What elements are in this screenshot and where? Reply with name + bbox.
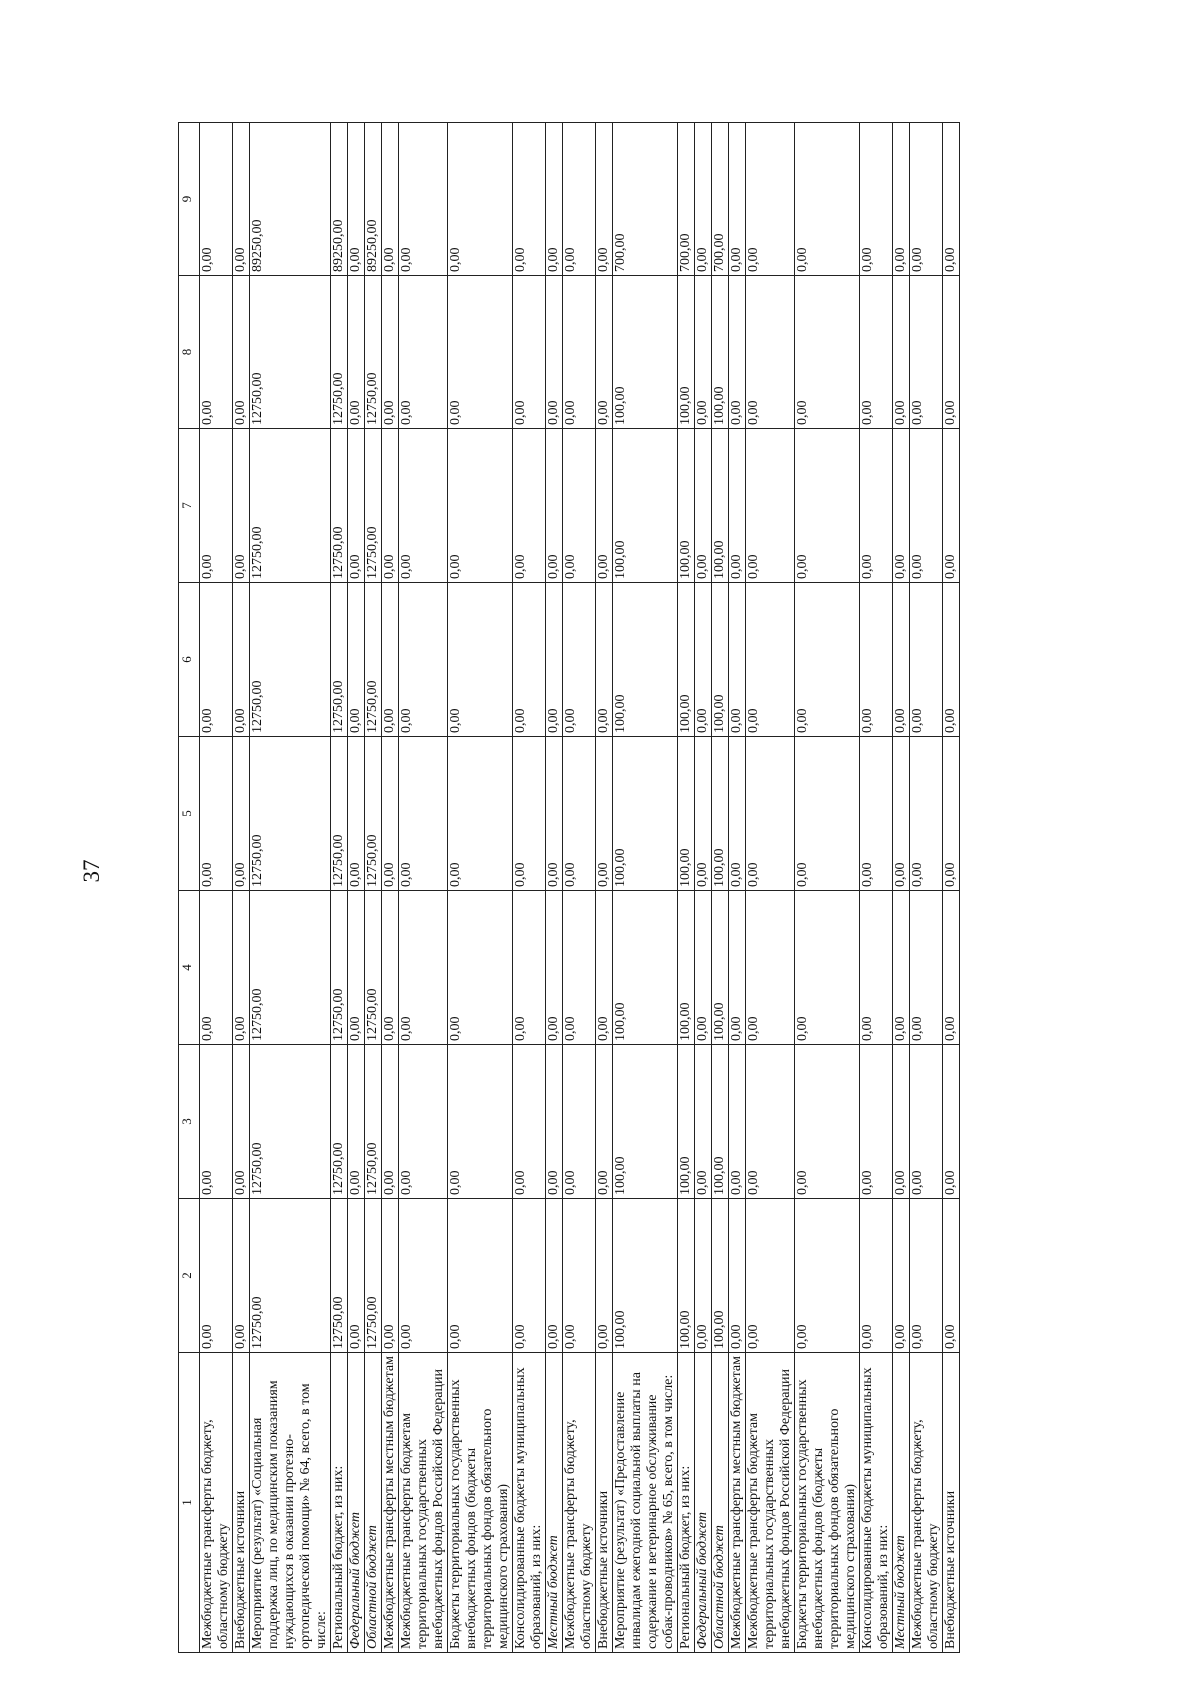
cell-value: 0,00 [746,276,795,429]
cell-value: 100,00 [712,583,729,737]
cell-value: 0,00 [399,891,448,1045]
row-label: Мероприятие (результат) «Социальная поддержка лиц, по медицинским показаниям нуждающихся в оказании протезно-ортопедической помощи» № 64, всего, в том числе: [250,1353,331,1653]
cell-value: 0,00 [563,583,596,737]
table-row [795,123,860,1653]
cell-value: 0,00 [695,1045,712,1199]
cell-value: 0,00 [596,737,613,891]
cell-value: 0,00 [200,276,233,429]
cell-value: 12750,00 [331,1045,348,1199]
cell-value: 0,00 [795,583,860,737]
cell-value: 12750,00 [250,891,331,1045]
cell-value: 0,00 [729,737,746,891]
cell-value: 0,00 [563,123,596,276]
cell-value: 0,00 [546,123,563,276]
cell-value: 0,00 [893,737,910,891]
cell-value: 0,00 [233,429,250,583]
cell-value: 0,00 [910,737,943,891]
cell-value: 0,00 [382,1199,399,1353]
cell-value: 0,00 [596,1045,613,1199]
row-label: Консолидированные бюджеты муниципальных образований, из них: [513,1353,546,1653]
cell-value: 0,00 [233,583,250,737]
cell-value: 0,00 [943,891,960,1045]
cell-value: 12750,00 [365,276,382,429]
cell-value: 0,00 [448,737,513,891]
row-label: Областной бюджет [712,1353,729,1653]
cell-value: 0,00 [795,1045,860,1199]
cell-value: 0,00 [893,1199,910,1353]
cell-value: 100,00 [613,429,678,583]
table-row [365,123,382,1653]
cell-value: 0,00 [695,737,712,891]
cell-value: 89250,00 [365,123,382,276]
cell-value: 12750,00 [365,1045,382,1199]
cell-value: 0,00 [795,123,860,276]
table-row [860,123,893,1653]
cell-value: 0,00 [910,429,943,583]
table-body [200,123,960,1653]
cell-value: 0,00 [546,429,563,583]
table-row [563,123,596,1653]
budget-table [178,122,960,1653]
cell-value: 12750,00 [250,1199,331,1353]
cell-value: 100,00 [712,1199,729,1353]
cell-value: 0,00 [729,1199,746,1353]
cell-value: 0,00 [382,276,399,429]
cell-value: 0,00 [200,891,233,1045]
cell-value: 0,00 [729,276,746,429]
cell-value: 0,00 [382,583,399,737]
cell-value: 0,00 [399,737,448,891]
cell-value: 0,00 [860,123,893,276]
row-label: Местный бюджет [893,1353,910,1653]
cell-value: 0,00 [513,1199,546,1353]
table-row [893,123,910,1653]
cell-value: 0,00 [382,1045,399,1199]
row-label: Бюджеты территориальных государственных внебюджетных фондов (бюджеты территориальных фондов обязательного медицинского страхования) [448,1353,513,1653]
cell-value: 0,00 [943,429,960,583]
row-label: Мероприятие (результат) «Предоставление инвалидам ежегодной социальной выплаты на содержание и ветеринарное обслуживание собак-проводников» № 65, всего, в том числе: [613,1353,678,1653]
table-row [200,123,233,1653]
table-row [546,123,563,1653]
cell-value: 89250,00 [250,123,331,276]
cell-value: 0,00 [399,429,448,583]
cell-value: 12750,00 [365,1199,382,1353]
cell-value: 0,00 [513,737,546,891]
cell-value: 700,00 [613,123,678,276]
table-row [729,123,746,1653]
cell-value: 0,00 [200,583,233,737]
row-label: Межбюджетные трансферты бюджетам территориальных государственных внебюджетных фондов Российской Федерации [399,1353,448,1653]
cell-value: 0,00 [233,1045,250,1199]
cell-value: 0,00 [596,123,613,276]
cell-value: 12750,00 [250,737,331,891]
cell-value: 0,00 [860,583,893,737]
table-row [695,123,712,1653]
row-label: Федеральный бюджет [348,1353,365,1653]
cell-value: 0,00 [596,429,613,583]
cell-value: 0,00 [513,429,546,583]
column-header-9: 9 [179,123,200,276]
cell-value: 0,00 [233,276,250,429]
row-label: Межбюджетные трансферты местным бюджетам [729,1353,746,1653]
cell-value: 0,00 [596,276,613,429]
column-header-4: 4 [179,891,200,1045]
cell-value: 0,00 [795,1199,860,1353]
cell-value: 0,00 [348,583,365,737]
cell-value: 0,00 [746,1199,795,1353]
cell-value: 0,00 [910,123,943,276]
cell-value: 12750,00 [365,429,382,583]
table-row [746,123,795,1653]
cell-value: 0,00 [546,1045,563,1199]
cell-value: 100,00 [712,1045,729,1199]
row-label: Внебюджетные источники [943,1353,960,1653]
cell-value: 0,00 [795,891,860,1045]
cell-value: 0,00 [448,123,513,276]
cell-value: 0,00 [563,429,596,583]
cell-value: 0,00 [448,276,513,429]
cell-value: 12750,00 [250,276,331,429]
cell-value: 0,00 [348,276,365,429]
rotated-table-wrapper [178,123,1038,1653]
cell-value: 0,00 [729,429,746,583]
cell-value: 0,00 [746,583,795,737]
cell-value: 0,00 [513,276,546,429]
cell-value: 100,00 [613,276,678,429]
cell-value: 100,00 [613,891,678,1045]
cell-value: 12750,00 [331,583,348,737]
cell-value: 0,00 [695,891,712,1045]
row-label: Внебюджетные источники [233,1353,250,1653]
cell-value: 0,00 [546,276,563,429]
cell-value: 0,00 [399,1199,448,1353]
cell-value: 89250,00 [331,123,348,276]
table-row [250,123,331,1653]
cell-value: 0,00 [596,1199,613,1353]
cell-value: 0,00 [200,123,233,276]
row-label: Консолидированные бюджеты муниципальных образований, из них: [860,1353,893,1653]
row-label: Федеральный бюджет [695,1353,712,1653]
cell-value: 100,00 [678,429,695,583]
column-header-5: 5 [179,737,200,891]
cell-value: 0,00 [513,583,546,737]
cell-value: 0,00 [382,891,399,1045]
cell-value: 100,00 [678,1199,695,1353]
cell-value: 0,00 [348,429,365,583]
cell-value: 0,00 [348,123,365,276]
row-label: Областной бюджет [365,1353,382,1653]
cell-value: 0,00 [399,276,448,429]
cell-value: 0,00 [382,429,399,583]
table-row [399,123,448,1653]
cell-value: 0,00 [795,429,860,583]
cell-value: 0,00 [448,583,513,737]
cell-value: 0,00 [563,1199,596,1353]
cell-value: 0,00 [746,429,795,583]
cell-value: 0,00 [513,1045,546,1199]
cell-value: 0,00 [563,737,596,891]
cell-value: 0,00 [729,123,746,276]
cell-value: 0,00 [233,891,250,1045]
cell-value: 12750,00 [331,737,348,891]
cell-value: 0,00 [893,429,910,583]
cell-value: 0,00 [893,583,910,737]
cell-value: 0,00 [513,123,546,276]
cell-value: 100,00 [712,737,729,891]
cell-value: 12750,00 [250,429,331,583]
cell-value: 0,00 [200,1199,233,1353]
column-header-6: 6 [179,583,200,737]
table-row [448,123,513,1653]
cell-value: 100,00 [678,891,695,1045]
cell-value: 0,00 [746,1045,795,1199]
cell-value: 0,00 [695,429,712,583]
cell-value: 0,00 [399,123,448,276]
cell-value: 0,00 [695,123,712,276]
cell-value: 0,00 [795,276,860,429]
cell-value: 0,00 [233,1199,250,1353]
cell-value: 0,00 [860,1045,893,1199]
cell-value: 0,00 [746,737,795,891]
cell-value: 0,00 [200,429,233,583]
cell-value: 0,00 [348,1045,365,1199]
table-row [233,123,250,1653]
row-label: Региональный бюджет, из них: [331,1353,348,1653]
cell-value: 0,00 [546,891,563,1045]
cell-value: 0,00 [860,429,893,583]
column-header-7: 7 [179,429,200,583]
row-label: Межбюджетные трансферты бюджету, областному бюджету [200,1353,233,1653]
table-row [613,123,678,1653]
cell-value: 0,00 [596,891,613,1045]
cell-value: 0,00 [910,276,943,429]
cell-value: 12750,00 [331,429,348,583]
cell-value: 700,00 [678,123,695,276]
cell-value: 0,00 [546,1199,563,1353]
cell-value: 12750,00 [250,1045,331,1199]
table-row [910,123,943,1653]
cell-value: 0,00 [746,123,795,276]
column-number-row [179,123,200,1653]
cell-value: 100,00 [613,583,678,737]
row-label: Бюджеты территориальных государственных внебюджетных фондов (бюджеты территориальных фондов обязательного медицинского страхования) [795,1353,860,1653]
page-number: 37 [79,859,104,883]
cell-value: 0,00 [382,123,399,276]
cell-value: 12750,00 [365,583,382,737]
cell-value: 0,00 [943,1199,960,1353]
cell-value: 12750,00 [365,737,382,891]
cell-value: 100,00 [712,429,729,583]
cell-value: 0,00 [546,737,563,891]
cell-value: 0,00 [729,1045,746,1199]
cell-value: 0,00 [382,737,399,891]
cell-value: 0,00 [893,123,910,276]
cell-value: 100,00 [613,1199,678,1353]
cell-value: 0,00 [200,737,233,891]
cell-value: 0,00 [943,1045,960,1199]
table-row [712,123,729,1653]
cell-value: 100,00 [712,891,729,1045]
cell-value: 0,00 [448,891,513,1045]
cell-value: 100,00 [678,1045,695,1199]
cell-value: 12750,00 [331,1199,348,1353]
cell-value: 0,00 [910,891,943,1045]
row-label: Межбюджетные трансферты местным бюджетам [382,1353,399,1653]
column-header-8: 8 [179,276,200,429]
cell-value: 100,00 [712,276,729,429]
cell-value: 0,00 [563,276,596,429]
cell-value: 0,00 [860,891,893,1045]
cell-value: 0,00 [860,276,893,429]
cell-value: 100,00 [678,276,695,429]
table-row [596,123,613,1653]
cell-value: 0,00 [746,891,795,1045]
cell-value: 0,00 [860,737,893,891]
cell-value: 0,00 [893,276,910,429]
cell-value: 0,00 [795,737,860,891]
cell-value: 100,00 [678,737,695,891]
cell-value: 0,00 [695,276,712,429]
column-header-3: 3 [179,1045,200,1199]
row-label: Межбюджетные трансферты бюджетам территориальных государственных внебюджетных фондов Российской Федерации [746,1353,795,1653]
row-label: Внебюджетные источники [596,1353,613,1653]
table-row [943,123,960,1653]
cell-value: 0,00 [943,123,960,276]
cell-value: 0,00 [943,737,960,891]
cell-value: 0,00 [448,429,513,583]
cell-value: 700,00 [712,123,729,276]
cell-value: 0,00 [348,737,365,891]
cell-value: 0,00 [729,891,746,1045]
cell-value: 0,00 [233,123,250,276]
cell-value: 0,00 [943,583,960,737]
cell-value: 0,00 [513,891,546,1045]
row-label: Местный бюджет [546,1353,563,1653]
cell-value: 0,00 [546,583,563,737]
cell-value: 0,00 [233,737,250,891]
cell-value: 0,00 [695,583,712,737]
cell-value: 12750,00 [331,276,348,429]
cell-value: 0,00 [860,1199,893,1353]
cell-value: 12750,00 [250,583,331,737]
cell-value: 0,00 [943,276,960,429]
cell-value: 0,00 [910,1199,943,1353]
row-label: Межбюджетные трансферты бюджету, областному бюджету [563,1353,596,1653]
cell-value: 0,00 [596,583,613,737]
cell-value: 100,00 [613,1045,678,1199]
column-header-1: 1 [179,1353,200,1653]
cell-value: 100,00 [613,737,678,891]
cell-value: 0,00 [348,891,365,1045]
cell-value: 12750,00 [365,891,382,1045]
cell-value: 12750,00 [331,891,348,1045]
cell-value: 0,00 [348,1199,365,1353]
cell-value: 0,00 [399,1045,448,1199]
cell-value: 0,00 [695,1199,712,1353]
column-header-2: 2 [179,1199,200,1353]
cell-value: 0,00 [893,1045,910,1199]
row-label: Межбюджетные трансферты бюджету, областному бюджету [910,1353,943,1653]
cell-value: 100,00 [678,583,695,737]
cell-value: 0,00 [448,1045,513,1199]
cell-value: 0,00 [910,1045,943,1199]
table-row [513,123,546,1653]
table-row [678,123,695,1653]
cell-value: 0,00 [563,891,596,1045]
row-label: Региональный бюджет, из них: [678,1353,695,1653]
table-row [348,123,365,1653]
table-row [331,123,348,1653]
table-row [382,123,399,1653]
cell-value: 0,00 [563,1045,596,1199]
cell-value: 0,00 [910,583,943,737]
cell-value: 0,00 [893,891,910,1045]
cell-value: 0,00 [448,1199,513,1353]
cell-value: 0,00 [729,583,746,737]
cell-value: 0,00 [399,583,448,737]
cell-value: 0,00 [200,1045,233,1199]
